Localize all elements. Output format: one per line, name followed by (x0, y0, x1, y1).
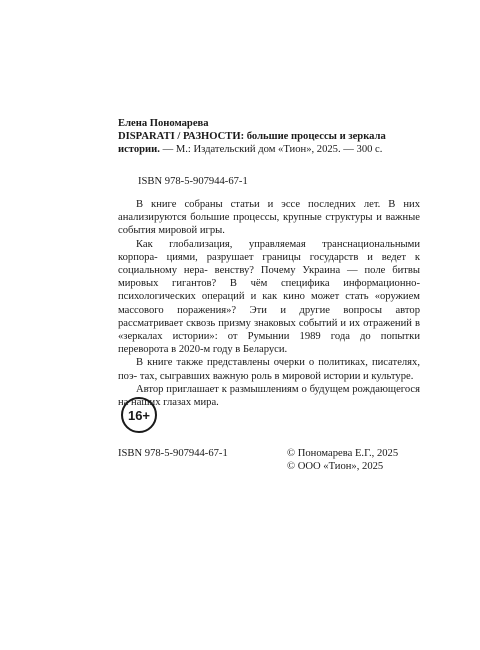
annotation-line: автор рассматривает сквозь призму знаковых событий и их отражений (118, 304, 420, 329)
annotation-paragraph-1 (118, 198, 420, 238)
annotation-line: может стать «оружием массового поражения»? Эти и другие вопросы (118, 291, 420, 316)
annotation-line: Как глобализация, управляемая транснациональными корпора- (118, 238, 420, 263)
age-rating-badge: 16+ (121, 397, 157, 433)
copyright-author: © Пономарева Е.Г., 2025 (287, 448, 399, 459)
annotation-line: тах, сыгравших важную роль в мировой истории и культуре. (139, 370, 414, 382)
bibliographic-record (118, 117, 418, 157)
copyright-block (287, 447, 398, 473)
book-title-line-1: DISPARATI / РАЗНОСТИ: большие процессы и зеркала (118, 131, 386, 143)
book-title-end: истории. (118, 144, 160, 156)
annotation (118, 198, 420, 409)
isbn-top: ISBN 978-5-907944-67-1 (138, 176, 248, 187)
annotation-paragraph-4 (118, 383, 420, 409)
annotation-line: циями, разрушает границы государств и ведет к социальному нера- (118, 251, 420, 277)
annotation-paragraph-2 (118, 238, 420, 357)
annotation-line: венству? Почему Украина — поле битвы мировых гигантов? В чём (118, 265, 420, 290)
copyright-publisher: © ООО «Тион», 2025 (287, 461, 384, 473)
annotation-line: большие процессы, крупные структуры и важные события мировой (118, 212, 420, 237)
annotation-line: наших глазах мира. (131, 397, 219, 409)
isbn-bottom: ISBN 978-5-907944-67-1 (118, 448, 228, 459)
annotation-paragraph-3 (118, 356, 420, 382)
author-name: Елена Пономарева (118, 118, 209, 129)
annotation-line: В книге собраны статьи и эссе последних лет. В них анализируются (118, 199, 420, 224)
annotation-line: В книге также представлены очерки о политиках, писателях, поэ- (118, 357, 420, 382)
publisher-info: — М.: Издательский дом «Тион», 2025. — 300 с. (159, 144, 383, 156)
annotation-line: Автор приглашает к размышлениям о будущем рождающегося на (118, 383, 420, 409)
annotation-line: в 2020-м году в Беларуси. (171, 344, 288, 356)
annotation-line: специфика информационно-психологических операций и как кино (118, 278, 420, 303)
annotation-line: в «зеркалах истории»: от Румынии 1989 года до попытки переворота (118, 317, 420, 356)
annotation-line: игры. (199, 225, 225, 237)
book-title-line-2 (118, 143, 418, 156)
